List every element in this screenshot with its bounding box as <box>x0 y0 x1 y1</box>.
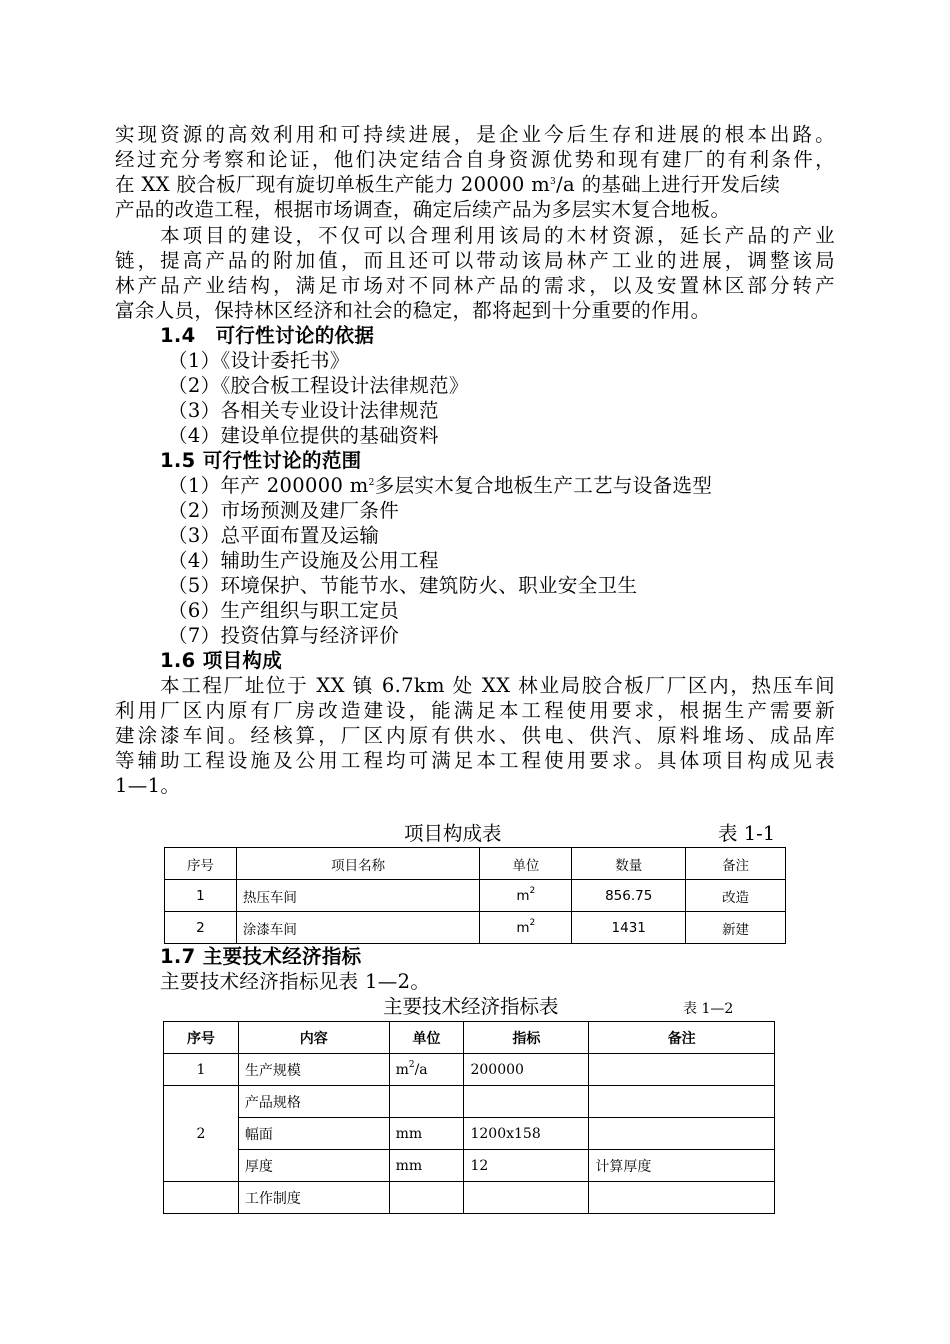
list-item <box>168 473 712 498</box>
table-cell <box>464 1086 589 1118</box>
unit-text: m <box>395 1061 409 1078</box>
table-cell: 涂漆车间 <box>236 912 480 944</box>
table-cell <box>164 1182 239 1214</box>
text-run: /a 的基础上进行开发后续 <box>556 173 781 196</box>
table-cell <box>589 1086 775 1118</box>
table-cell: 工作制度 <box>238 1182 389 1214</box>
table-cell: 计算厚度 <box>589 1150 775 1182</box>
table-cell: mm <box>389 1150 464 1182</box>
table-cell: 生产规模 <box>238 1054 389 1086</box>
list-item: （7）投资估算与经济评价 <box>168 624 400 647</box>
superscript: 2 <box>368 478 375 488</box>
table-cell: 1200x158 <box>464 1118 589 1150</box>
table-number: 表 1—2 <box>683 1001 734 1017</box>
paragraph-line: 本项目的建设，不仅可以合理利用该局的木材资源，延长产品的产业 <box>160 224 835 247</box>
header-cell: 序号 <box>164 1022 239 1054</box>
paragraph-line: 经过充分考察和论证，他们决定结合自身资源优势和现有建厂的有利条件， <box>115 148 835 171</box>
list-item: （3）各相关专业设计法律规范 <box>168 399 439 422</box>
list-item: （6）生产组织与职工定员 <box>168 599 400 622</box>
table-row <box>164 1150 775 1182</box>
table-number: 表 1-1 <box>718 822 776 845</box>
list-item: （4）建设单位提供的基础资料 <box>168 424 439 447</box>
paragraph-line: 富余人员，保持林区经济和社会的稳定，都将起到十分重要的作用。 <box>115 299 711 322</box>
table-cell <box>389 1054 464 1086</box>
unit-text: m <box>516 887 530 904</box>
unit-text: /a <box>414 1061 428 1078</box>
table-cell: 改造 <box>686 880 786 912</box>
paragraph-line: 利用厂区内原有厂房改造建设，能满足本工程使用要求，根据生产需要新 <box>115 699 835 722</box>
table-row <box>164 1086 775 1118</box>
header-cell: 备注 <box>589 1022 775 1054</box>
paragraph-line: 产品的改造工程，根据市场调查，确定后续产品为多层实木复合地板。 <box>115 198 731 221</box>
list-item: （1）《设计委托书》 <box>168 349 350 372</box>
table-cell: 热压车间 <box>236 880 480 912</box>
table-cell <box>480 880 572 912</box>
table-cell <box>589 1054 775 1086</box>
project-composition-table <box>164 847 786 944</box>
table-cell <box>589 1182 775 1214</box>
header-cell: 数量 <box>572 848 686 880</box>
text-run: 多层实木复合地板生产工艺与设备选型 <box>374 474 713 497</box>
table-cell: mm <box>389 1118 464 1150</box>
table-cell: 新建 <box>686 912 786 944</box>
table-cell: 2 <box>164 1086 239 1182</box>
table-cell: 幅面 <box>238 1118 389 1150</box>
paragraph-line: 等辅助工程设施及公用工程均可满足本工程使用要求。具体项目构成见表 <box>115 749 835 772</box>
header-cell: 备注 <box>686 848 786 880</box>
paragraph-line: 实现资源的高效利用和可持续进展，是企业今后生存和进展的根本出路。 <box>115 123 835 146</box>
table-cell: 856.75 <box>572 880 686 912</box>
header-cell: 内容 <box>238 1022 389 1054</box>
table-row <box>164 1182 775 1214</box>
table-title: 主要技术经济指标表 <box>383 995 559 1018</box>
text-run: 在 XX 胶合板厂现有旋切单板生产能力 20000 m <box>115 173 551 196</box>
section-heading: 1.7 主要技术经济指标 <box>160 945 362 968</box>
table-cell: 200000 <box>464 1054 589 1086</box>
list-item: （2）市场预测及建厂条件 <box>168 499 400 522</box>
table-header-row <box>164 1022 775 1054</box>
technical-indicators-table <box>163 1021 775 1214</box>
table-cell <box>464 1182 589 1214</box>
paragraph-line: 林产品产业结构，满足市场对不同林产品的需求，以及安置林区部分转产 <box>115 274 835 297</box>
table-title: 项目构成表 <box>404 822 502 845</box>
list-item: （2）《胶合板工程设计法律规范》 <box>168 374 469 397</box>
superscript: 3 <box>550 177 557 187</box>
section-heading: 1.5 可行性讨论的范围 <box>160 449 362 472</box>
list-item: （4）辅助生产设施及公用工程 <box>168 549 439 572</box>
table-cell <box>389 1182 464 1214</box>
paragraph-line: 主要技术经济指标见表 1—2。 <box>160 970 431 993</box>
header-cell: 项目名称 <box>236 848 480 880</box>
superscript: 2 <box>408 1059 415 1070</box>
table-cell: 1 <box>164 1054 239 1086</box>
superscript: 2 <box>529 917 536 928</box>
table-row <box>165 880 786 912</box>
paragraph-line <box>115 172 780 197</box>
header-cell: 指标 <box>464 1022 589 1054</box>
table-cell <box>389 1086 464 1118</box>
table-cell: 2 <box>165 912 237 944</box>
paragraph-line: 本工程厂址位于 XX 镇 6.7km 处 XX 林业局胶合板厂厂区内，热压车间 <box>160 674 835 697</box>
header-cell: 单位 <box>480 848 572 880</box>
header-cell: 序号 <box>165 848 237 880</box>
unit-text: m <box>516 919 530 936</box>
table-cell: 产品规格 <box>238 1086 389 1118</box>
superscript: 2 <box>529 885 536 896</box>
paragraph-line: 链，提高产品的附加值，而且还可以带动该局林产工业的进展，调整该局 <box>115 249 835 272</box>
list-item: （5）环境保护、节能节水、建筑防火、职业安全卫生 <box>168 574 638 597</box>
paragraph-line: 1—1。 <box>115 774 181 797</box>
table-header-row <box>165 848 786 880</box>
table-row <box>164 1118 775 1150</box>
table-cell: 1431 <box>572 912 686 944</box>
table-cell: 厚度 <box>238 1150 389 1182</box>
section-heading: 1.4 可行性讨论的依据 <box>160 324 375 347</box>
table-cell <box>589 1118 775 1150</box>
text-run: （1）年产 200000 m <box>168 474 369 497</box>
paragraph-line: 建涂漆车间。经核算，厂区内原有供水、供电、供汽、原料堆场、成品库 <box>115 724 835 747</box>
table-cell: 12 <box>464 1150 589 1182</box>
table-cell <box>480 912 572 944</box>
list-item: （3）总平面布置及运输 <box>168 524 380 547</box>
table-row <box>165 912 786 944</box>
table-cell: 1 <box>165 880 237 912</box>
table-row <box>164 1054 775 1086</box>
section-heading: 1.6 项目构成 <box>160 649 283 672</box>
header-cell: 单位 <box>389 1022 464 1054</box>
